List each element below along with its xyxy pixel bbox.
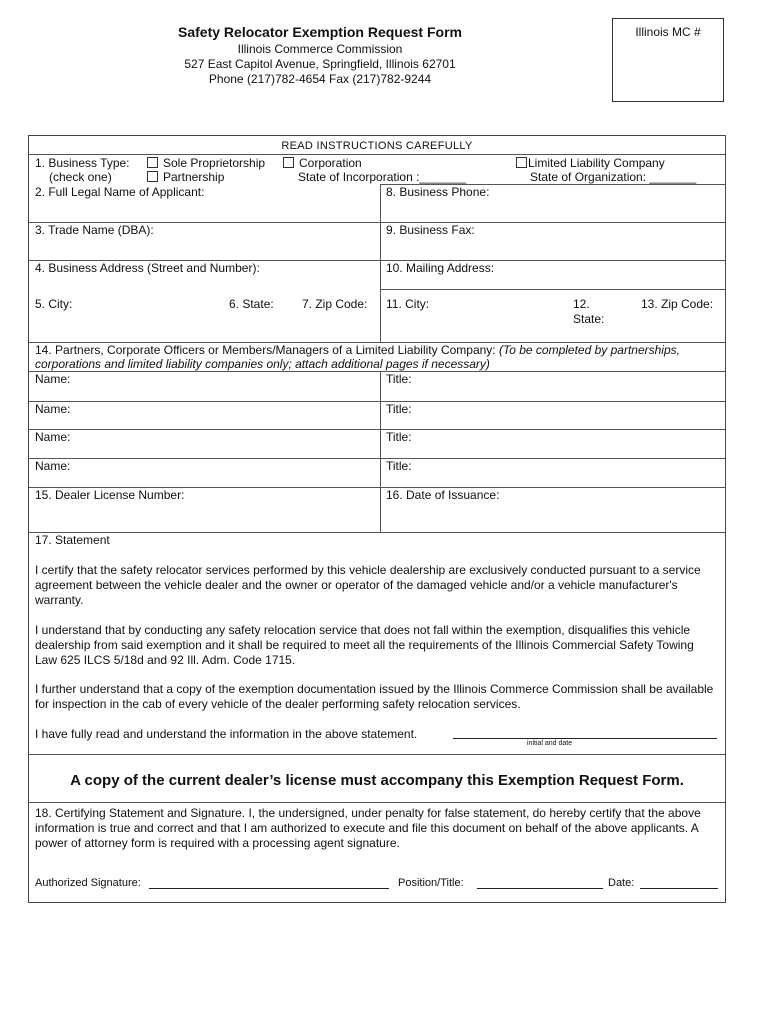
- check-one-label: (check one): [49, 170, 112, 184]
- state-field[interactable]: 6. State:: [229, 297, 274, 311]
- partner-title-field[interactable]: Title:: [386, 372, 412, 386]
- partner-name-field[interactable]: Name:: [35, 430, 71, 444]
- business-phone-field[interactable]: 8. Business Phone:: [386, 185, 490, 199]
- business-type-label: 1. Business Type:: [35, 156, 130, 170]
- partner-name-field[interactable]: Name:: [35, 372, 71, 386]
- divider: [29, 458, 725, 459]
- agency-name: Illinois Commerce Commission: [237, 42, 403, 56]
- sole-proprietorship-checkbox[interactable]: [147, 157, 158, 168]
- business-fax-field[interactable]: 9. Business Fax:: [386, 223, 475, 237]
- position-title-label: Position/Title:: [398, 877, 464, 889]
- statement-acknowledgement: I have fully read and understand the information in the above statement.: [35, 727, 418, 741]
- partnership-checkbox[interactable]: [147, 171, 158, 182]
- partners-note-continued: corporations and limited liability companies only; attach additional pages if necessary): [35, 357, 490, 371]
- divider: [380, 289, 725, 290]
- sole-proprietorship-label: Sole Proprietorship: [163, 156, 266, 170]
- mailing-state-number: 12.: [573, 297, 590, 311]
- form-title: Safety Relocator Exemption Request Form: [178, 24, 462, 40]
- partners-note: (To be completed by partnerships,: [498, 343, 680, 357]
- mailing-state-field[interactable]: State:: [573, 312, 605, 326]
- authorized-signature-label: Authorized Signature:: [35, 877, 141, 889]
- statement-paragraph-2: I understand that by conducting any safety relocation service that does not fall within the exemption, disqualifies this vehicle dealership from said exemption and it shall be required to meet all the requirements of the Illinois Commercial Safety Towing Law 625 ILCS 5/18d and 92 Ill. Adm. Code 1715.: [35, 623, 694, 667]
- divider: [29, 532, 725, 533]
- divider: [29, 802, 725, 803]
- trade-name-field[interactable]: 3. Trade Name (DBA):: [35, 223, 154, 237]
- statement-paragraph-3: I further understand that a copy of the exemption documentation issued by the Illinois Commerce Commission shall be available for inspection in the cab of every vehicle of the dealer performing safety relocation services.: [35, 682, 714, 711]
- column-divider: [380, 371, 381, 532]
- partner-title-field[interactable]: Title:: [386, 402, 412, 416]
- mailing-address-field[interactable]: 10. Mailing Address:: [386, 261, 495, 275]
- divider: [29, 429, 725, 430]
- column-divider: [380, 184, 381, 342]
- llc-checkbox[interactable]: [516, 157, 527, 168]
- partners-heading: [35, 343, 680, 357]
- corporation-label: Corporation: [299, 156, 362, 170]
- mailing-city-field[interactable]: 11. City:: [386, 297, 430, 311]
- request-form: [28, 135, 726, 903]
- date-line[interactable]: [640, 888, 718, 889]
- divider: [29, 154, 725, 155]
- dealer-license-field[interactable]: 15. Dealer License Number:: [35, 488, 185, 502]
- position-title-line[interactable]: [477, 888, 603, 889]
- statement-paragraph-1: I certify that the safety relocator services performed by this vehicle dealership are exclusively conducted pursuant to a service agreement between the vehicle dealer and the owner or operator of the damaged vehicle and/or a vehicle manufacturer's warranty.: [35, 563, 701, 607]
- license-notice: A copy of the current dealer’s license must accompany this Exemption Request Form.: [70, 772, 684, 789]
- llc-label: Limited Liability Company: [528, 156, 665, 170]
- city-field[interactable]: 5. City:: [35, 297, 73, 311]
- certifying-statement: 18. Certifying Statement and Signature. I, the undersigned, under penalty for false statement, do hereby certify that the above information is true and correct and that I am authorized to execute and file this document on behalf of the above applicants. A power of attorney form is required with a processing agent signature.: [35, 806, 701, 850]
- business-address-field[interactable]: 4. Business Address (Street and Number):: [35, 261, 260, 275]
- divider: [29, 754, 725, 755]
- divider: [380, 184, 725, 185]
- date-of-issuance-field[interactable]: 16. Date of Issuance:: [386, 488, 500, 502]
- legal-name-field[interactable]: 2. Full Legal Name of Applicant:: [35, 185, 205, 199]
- instructions-heading: READ INSTRUCTIONS CAREFULLY: [281, 140, 473, 152]
- partnership-label: Partnership: [163, 170, 225, 184]
- partner-name-field[interactable]: Name:: [35, 402, 71, 416]
- divider: [29, 371, 725, 372]
- initial-date-caption: initial and date: [527, 740, 573, 747]
- partner-title-field[interactable]: Title:: [386, 430, 412, 444]
- authorized-signature-line[interactable]: [149, 888, 389, 889]
- state-of-organization-label: State of Organization: _______: [530, 170, 697, 184]
- corporation-checkbox[interactable]: [283, 157, 294, 168]
- zip-code-field[interactable]: 7. Zip Code:: [302, 297, 368, 311]
- initial-date-line[interactable]: [453, 738, 717, 739]
- agency-address: 527 East Capitol Avenue, Springfield, Illinois 62701: [184, 57, 456, 71]
- mc-number-label: Illinois MC #: [635, 25, 701, 39]
- statement-heading: 17. Statement: [35, 533, 110, 547]
- partner-title-field[interactable]: Title:: [386, 459, 412, 473]
- partner-name-field[interactable]: Name:: [35, 459, 71, 473]
- divider: [29, 401, 725, 402]
- agency-phone-fax: Phone (217)782-4654 Fax (217)782-9244: [208, 72, 432, 86]
- state-of-incorporation-label: State of Incorporation :_______: [298, 170, 467, 184]
- date-label: Date:: [608, 877, 635, 889]
- mailing-zip-field[interactable]: 13. Zip Code:: [641, 297, 714, 311]
- mc-number-box[interactable]: [612, 18, 724, 102]
- partners-heading-text: 14. Partners, Corporate Officers or Members/Managers of a Limited Liability Company:: [35, 343, 496, 357]
